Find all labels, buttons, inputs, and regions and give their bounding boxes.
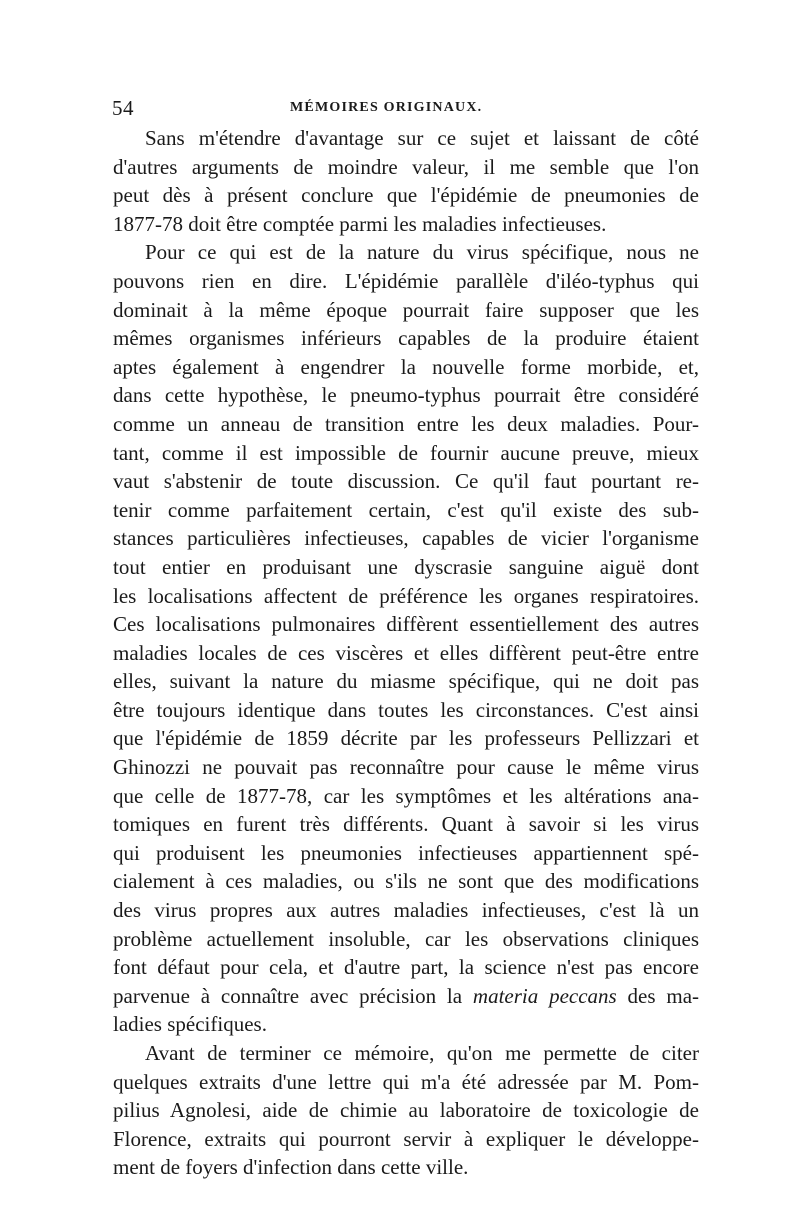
text-line: comme un anneau de transition entre les deux maladies. Pour- [113,411,699,436]
text-line: quelques extraits d'une lettre qui m'a été adressée par M. Pom- [113,1069,699,1094]
text-line: être toujours identique dans toutes les circonstances. C'est ainsi [113,697,699,722]
text-line: maladies locales de ces viscères et elles diffèrent peut-être entre [113,640,699,665]
text-line: pouvons rien en dire. L'épidémie parallèle d'iléo-typhus qui [113,268,699,293]
text-segment: parvenue à connaître avec précision la [113,983,463,1008]
text-line: Avant de terminer ce mémoire, qu'on me permette de citer [145,1041,699,1065]
text-line: ment de foyers d'infection dans cette ville. [113,1155,469,1180]
text-line: dominait à la même époque pourrait faire supposer que les [113,297,699,322]
text-line: dans cette hypothèse, le pneumo-typhus pourrait être considéré [113,383,699,408]
text-line: elles, suivant la nature du miasme spécifique, qui ne doit pas [113,669,699,694]
page-header [112,96,700,122]
text-line: les localisations affectent de préférence les organes respiratoires. [113,583,699,608]
text-line: tomiques en furent très différents. Quant à savoir si les virus [113,812,699,837]
text-line: Sans m'étendre d'avantage sur ce sujet et laissant de côté [145,126,699,150]
text-segment: des ma- [627,983,699,1008]
text-line: stances particulières infectieuses, capables de vicier l'organisme [113,526,699,551]
page-number: 54 [112,96,134,120]
text-line: que celle de 1877-78, car les symptômes et les altérations ana- [113,783,699,808]
text-line: cialement à ces maladies, ou s'ils ne sont que des modifications [113,869,699,894]
text-line: problème actuellement insoluble, car les observations cliniques [113,926,699,951]
text-line: ladies spécifiques. [113,1012,267,1037]
text-line-mixed [113,982,699,1011]
text-line: peut dès à présent conclure que l'épidémie de pneumonies de [113,183,699,208]
text-line: tenir comme parfaitement certain, c'est qu'il existe des sub- [113,497,699,522]
text-line: Pour ce qui est de la nature du virus spécifique, nous ne [145,240,699,265]
text-line: d'autres arguments de moindre valeur, il me semble que l'on [113,154,699,179]
text-line: qui produisent les pneumonies infectieuses appartiennent spé- [113,840,699,865]
text-line: pilius Agnolesi, aide de chimie au laboratoire de toxicologie de [113,1098,699,1123]
text-line: tout entier en produisant une dyscrasie sanguine aiguë dont [113,554,699,579]
running-head: MÉMOIRES ORIGINAUX. [290,100,483,115]
text-line: Florence, extraits qui pourront servir à expliquer le développe- [113,1126,699,1151]
body-text [113,124,699,1182]
italic-term: materia peccans [472,983,617,1008]
text-line: tant, comme il est impossible de fournir aucune preuve, mieux [113,440,699,465]
text-line: Ghinozzi ne pouvait pas reconnaître pour cause le même virus [113,755,699,780]
text-line: mêmes organismes inférieurs capables de la produire étaient [113,326,699,351]
text-line: vaut s'abstenir de toute discussion. Ce qu'il faut pourtant re- [113,469,699,494]
text-line: Ces localisations pulmonaires diffèrent essentiellement des autres [113,612,699,637]
text-line: aptes également à engendrer la nouvelle forme morbide, et, [113,354,699,379]
text-line: 1877-78 doit être comptée parmi les maladies infectieuses. [113,211,607,236]
text-line: des virus propres aux autres maladies infectieuses, c'est là un [113,898,699,923]
text-line: que l'épidémie de 1859 décrite par les professeurs Pellizzari et [113,726,699,751]
text-line: font défaut pour cela, et d'autre part, la science n'est pas encore [113,955,699,980]
